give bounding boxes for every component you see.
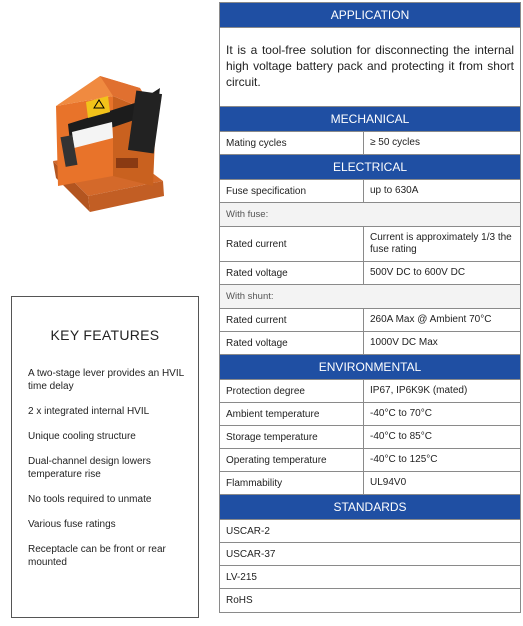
table-row [220,403,520,426]
key-features-list [12,367,198,569]
row-label: Rated current [220,227,364,261]
environmental-header: ENVIRONMENTAL [220,355,520,380]
feature-item: Unique cooling structure [28,431,136,442]
row-label: Ambient temperature [220,403,364,425]
feature-item: Receptacle can be front or rear mounted [28,544,166,568]
row-label: Operating temperature [220,449,364,471]
feature-item: Dual-channel design lowers temperature rise [28,456,151,480]
row-value: 1000V DC Max [370,337,438,348]
row-label: Flammability [220,472,364,494]
row-label: Rated voltage [220,262,364,284]
standard-item: LV-215 [220,566,520,589]
row-label: Storage temperature [220,426,364,448]
row-value: ≥ 50 cycles [370,137,420,148]
row-label: Rated voltage [220,332,364,354]
standards-header: STANDARDS [220,495,520,520]
key-features-title: KEY FEATURES [50,327,160,343]
row-value: 500V DC to 600V DC [370,267,466,278]
row-value: UL94V0 [370,477,407,488]
spec-table [219,2,521,613]
table-row [220,132,520,155]
row-label: Fuse specification [220,180,364,202]
standard-item: USCAR-37 [220,543,520,566]
row-label: Rated current [220,309,364,331]
standard-item: RoHS [226,595,253,606]
row-value: -40°C to 70°C [370,408,432,419]
standard-item: USCAR-2 [220,520,520,543]
table-row [220,426,520,449]
product-image [28,66,178,236]
row-value: up to 630A [370,185,419,196]
feature-item: No tools required to unmate [28,494,152,505]
table-row [220,332,520,355]
table-row [220,449,520,472]
row-value: -40°C to 125°C [370,454,438,465]
table-row [220,180,520,203]
feature-item: 2 x integrated internal HVIL [28,406,150,417]
electrical-header: ELECTRICAL [220,155,520,180]
row-value: -40°C to 85°C [370,431,432,442]
table-row [220,380,520,403]
table-row [220,262,520,285]
feature-item: Various fuse ratings [28,519,116,530]
with-fuse-subheader: With fuse: [220,203,520,227]
row-label: Protection degree [220,380,364,402]
row-label: Mating cycles [220,132,364,154]
row-value: IP67, IP6K9K (mated) [370,385,468,396]
feature-item: A two-stage lever provides an HVIL time delay [28,368,184,392]
row-value: 260A Max @ Ambient 70°C [370,314,492,325]
table-row [220,472,520,495]
mechanical-header: MECHANICAL [220,107,520,132]
with-shunt-subheader: With shunt: [220,285,520,309]
application-text: It is a tool-free solution for disconnecting the internal high voltage battery pack and protecting it from short circuit. [220,28,520,107]
key-features-box [11,296,199,618]
table-row [220,227,520,262]
table-row [220,309,520,332]
application-header: APPLICATION [220,3,520,28]
row-value: Current is approximately 1/3 the fuse rating [370,232,512,255]
